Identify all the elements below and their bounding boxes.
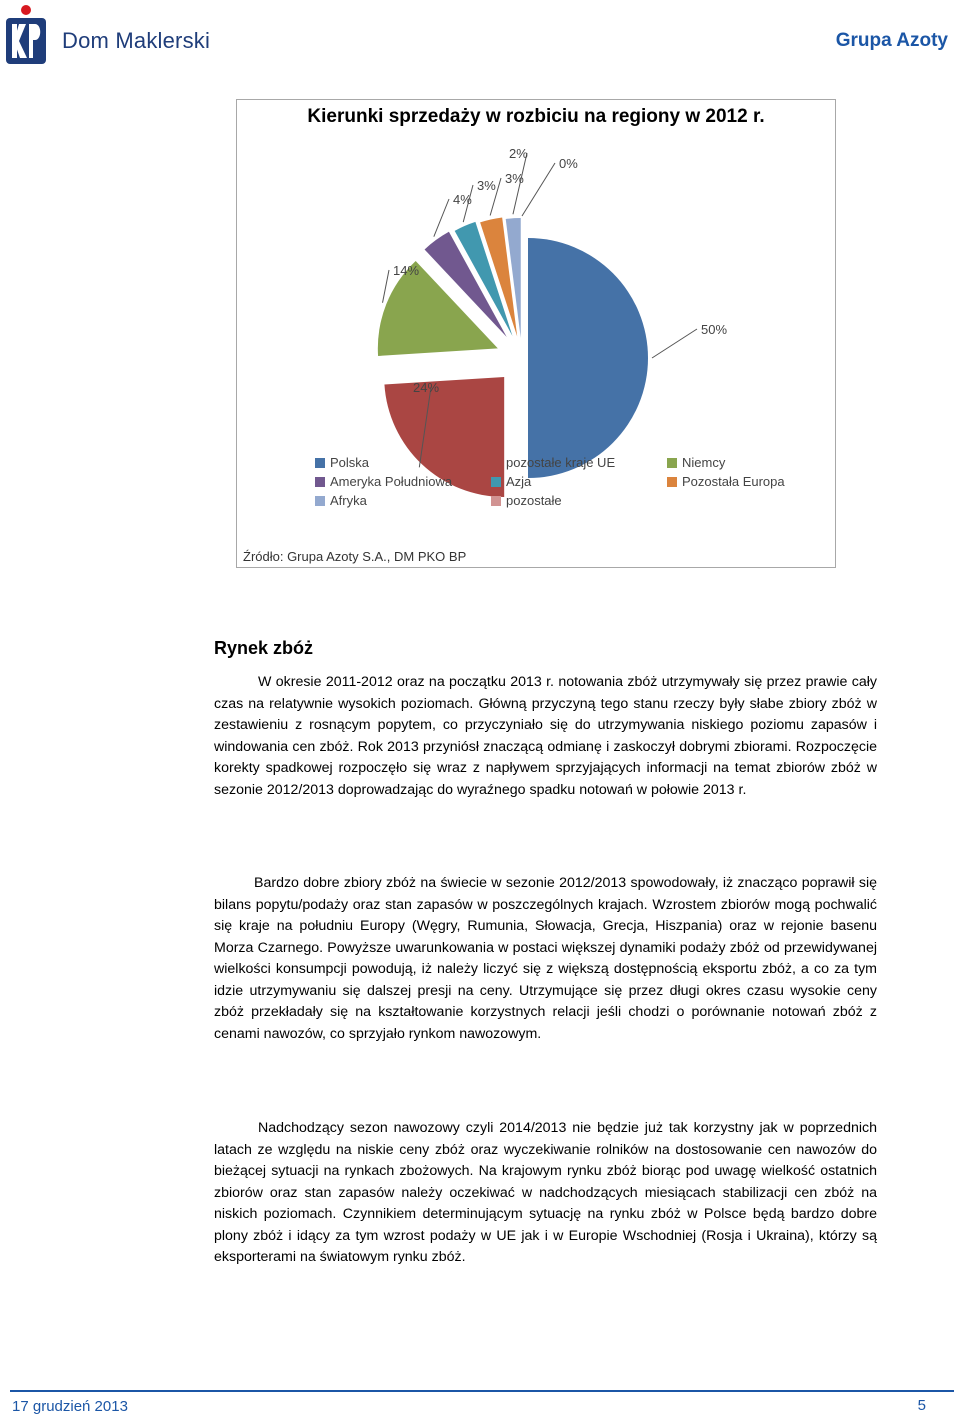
legend-label: Afryka [330, 493, 367, 508]
legend-swatch [315, 458, 325, 468]
legend-label: Polska [330, 455, 370, 470]
chart-source: Źródło: Grupa Azoty S.A., DM PKO BP [243, 549, 467, 564]
legend-swatch [491, 477, 501, 487]
legend-swatch [315, 477, 325, 487]
paragraph-1: W okresie 2011-2012 oraz na początku 2013 r. notowania zbóż utrzymywały się przez prawie cały czas na relatywnie wysokich poziomach. Główną przyczyną tego stanu rzeczy były słabe zbiory zbóż w zestawieniu z rosnącym popytem, co przyczyniało się do utrzymywania niskiego poziomu zapasów i windowania cen zbóż. Rok 2013 przyniósł znaczącą odmianę i zaskoczył dobrymi zbiorami. Rozpoczęcie korekty spadkowej rozpoczęło się wraz z napływem sprzyjających informacji na temat zbiorów zbóż w sezonie 2012/2013 doprowadzając do wyraźnego spadku notowań w połowie 2013 r. [214, 674, 877, 798]
legend-item [667, 474, 785, 489]
paragraph-2: Bardzo dobre zbiory zbóż na świecie w sezonie 2012/2013 spowodowały, iż znacząco poprawił się bilans popytu/podaży oraz stan zapasów w poszczególnych krajach. Wzrostem zbiorów mogą pochwalić się kraje na południu Europy (Węgry, Rumunia, Słowacja, Grecja, Hiszpania) oraz w rejonie basenu Morza Czarnego. Powyższe uwarunkowania w postaci większej dynamiki podaży zbóż od przewidywanej wielkości konsumpcji powodują, iż należy liczyć się z większą dostępnością eksportu zbóż, a co za tym idzie utrzymywaniu się dalszej presji na ceny. Utrzymujące się przez długi okres czasu wysokie ceny zbóż przekładały się na kształtowanie korzystnych relacji jeśli chodzi o porównanie notowań zbóż z cenami nawozów, co sprzyjało rynkom nawozowym. [214, 875, 877, 1042]
page-header [0, 0, 960, 80]
pie-chart [236, 99, 836, 568]
legend-label: pozostałe [506, 493, 562, 508]
legend-item [315, 455, 369, 470]
footer-divider [10, 1390, 954, 1392]
paragraph-3: Nadchodzący sezon nawozowy czyli 2014/2013 nie będzie już tak korzystny jak w poprzednich latach ze względu na niskie ceny zbóż oraz wyczekiwanie rolników na dostosowanie cen nawozów do bieżącej sytuacji na rynkach zbożowych. Na krajowym rynku zbóż biorąc pod uwagę wielkość ostatnich zbiorów oraz stan zapasów należy oczekiwać w nadchodzących miesiącach stabilizacji cen zbóż na niskich poziomach. Czynnikiem determinującym sytuację na rynku zbóż w Polsce będą bardzo dobre plony zbóż i idący za tym wzrost podaży w UE jak i w Europie Wschodniej (Rosja i Ukraina), którzy są eksporterami na światowym rynku zbóż. [214, 1120, 877, 1265]
legend-label: Azja [506, 474, 532, 489]
leader-line [434, 199, 449, 237]
legend-item [315, 474, 452, 489]
pie-label: 50% [701, 322, 728, 337]
pie-label: 3% [505, 171, 524, 186]
legend-item [315, 493, 367, 508]
legend-swatch [667, 477, 677, 487]
logo-text: Dom Maklerski [62, 28, 211, 53]
chart-title: Kierunki sprzedaży w rozbiciu na regiony w 2012 r. [307, 106, 765, 127]
legend-label: pozostałe kraje UE [506, 455, 616, 470]
page-number: 5 [917, 1397, 926, 1414]
pie-label: 0% [559, 156, 578, 171]
legend-item [491, 455, 615, 470]
legend-label: Ameryka Południowa [330, 474, 453, 489]
legend-swatch [315, 496, 325, 506]
footer-date: 17 grudzień 2013 [12, 1398, 128, 1415]
pie-slice-polska [528, 238, 648, 478]
pie-label: 4% [453, 192, 472, 207]
legend-swatch [491, 496, 501, 506]
pie-label: 2% [509, 146, 528, 161]
pie-label: 3% [477, 178, 496, 193]
pie-label: 14% [393, 263, 420, 278]
legend-item [491, 493, 562, 508]
legend-swatch [667, 458, 677, 468]
leader-line [652, 329, 697, 358]
legend-label: Niemcy [682, 455, 726, 470]
leader-line [522, 163, 555, 216]
legend-item [491, 474, 531, 489]
leader-line [383, 270, 389, 303]
legend-label: Pozostała Europa [682, 474, 785, 489]
legend-item [667, 455, 725, 470]
pie-label: 24% [413, 380, 440, 395]
legend-swatch [491, 458, 501, 468]
section-title: Rynek zbóż [214, 638, 314, 658]
company-name: Grupa Azoty [835, 30, 948, 51]
pko-logo-icon [4, 4, 50, 66]
